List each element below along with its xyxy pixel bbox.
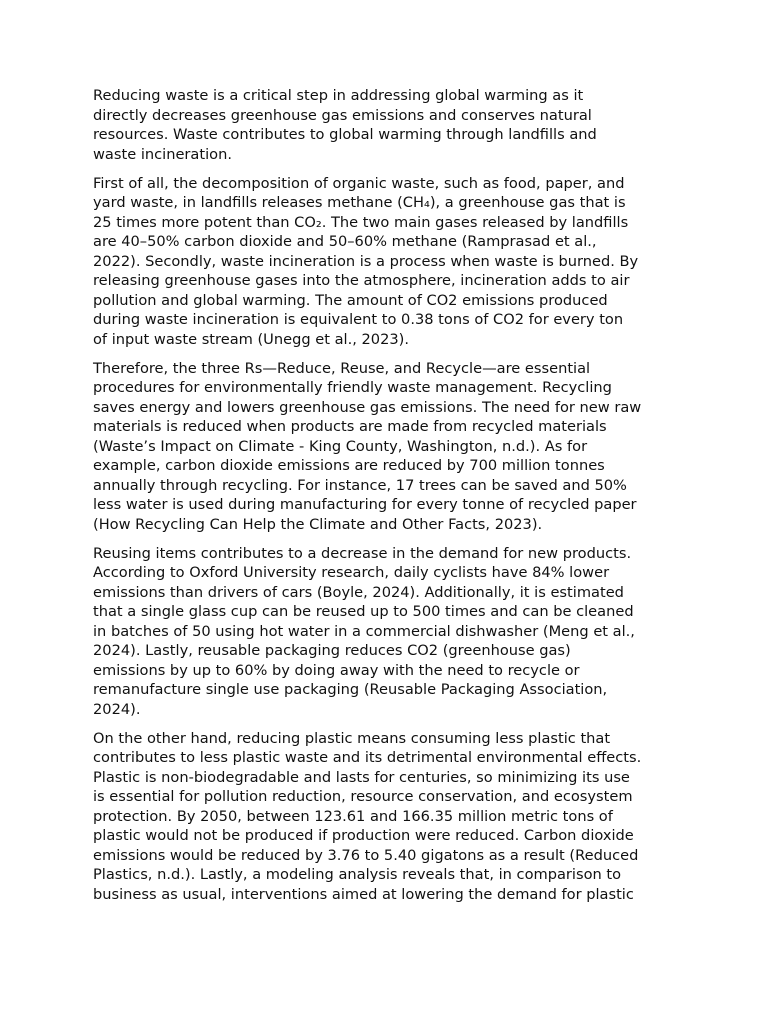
text-line: First of all, the decomposition of organic waste, such as food, paper, and	[93, 174, 625, 192]
text-line: procedures for environmentally friendly waste management. Recycling	[93, 379, 612, 396]
text-line: saves energy and lowers greenhouse gas emissions. The need for new raw	[93, 398, 642, 416]
text-line: plastic would not be produced if production were reduced. Carbon dioxide	[93, 827, 634, 844]
text-line: is essential for pollution reduction, resource conservation, and ecosystem	[93, 788, 633, 805]
text-line: Reusing items contributes to a decrease in the demand for new products.	[93, 544, 632, 562]
text-line: resources. Waste contributes to global warming through landfills and	[93, 126, 597, 143]
text-line: (Waste’s Impact on Climate - King County, Washington, n.d.). As for	[93, 437, 588, 455]
text-line: that a single glass cup can be reused up to 500 times and can be cleaned	[93, 603, 634, 620]
text-line: less water is used during manufacturing for every tonne of recycled paper	[93, 496, 637, 513]
text-line: (How Recycling Can Help the Climate and Other Facts, 2023).	[93, 515, 543, 533]
text-line: yard waste, in landfills releases methane (CH₄), a greenhouse gas that is	[93, 194, 626, 211]
text-line: Therefore, the three Rs—Reduce, Reuse, and Recycle—are essential	[93, 359, 591, 377]
paragraph-landfills	[93, 174, 683, 350]
text-line: Plastics, n.d.). Lastly, a modeling analysis reveals that, in comparison to	[93, 866, 622, 883]
text-line: emissions than drivers of cars (Boyle, 2024). Additionally, it is estimated	[93, 583, 624, 601]
text-line: protection. By 2050, between 123.61 and 166.35 million metric tons of	[93, 807, 613, 825]
text-line: 25 times more potent than CO₂. The two main gases released by landfills	[93, 213, 629, 231]
text-line: remanufacture single use packaging (Reusable Packaging Association,	[93, 681, 608, 698]
text-line: On the other hand, reducing plastic means consuming less plastic that	[93, 729, 611, 747]
text-line: Reducing waste is a critical step in addressing global warming as it	[93, 87, 584, 104]
text-line: 2022). Secondly, waste incineration is a process when waste is burned. By	[93, 252, 639, 270]
text-line: Plastic is non-biodegradable and lasts for centuries, so minimizing its use	[93, 768, 630, 786]
text-line: of input waste stream (Unegg et al., 2023).	[93, 330, 409, 348]
text-line: releasing greenhouse gases into the atmosphere, incineration adds to air	[93, 272, 630, 289]
text-line: in batches of 50 using hot water in a commercial dishwasher (Meng et al.,	[93, 622, 635, 640]
text-line: 2024).	[93, 700, 141, 718]
text-line: annually through recycling. For instance, 17 trees can be saved and 50%	[93, 476, 627, 494]
paragraph-reducing-plastic	[93, 729, 683, 905]
text-line: According to Oxford University research, daily cyclists have 84% lower	[93, 564, 610, 581]
text-line: materials is reduced when products are made from recycled materials	[93, 418, 607, 435]
text-line: contributes to less plastic waste and its detrimental environmental effects.	[93, 749, 642, 766]
text-line: 2024). Lastly, reusable packaging reduces CO2 (greenhouse gas)	[93, 642, 571, 659]
paragraph-intro	[93, 86, 683, 164]
text-line: emissions by up to 60% by doing away with the need to recycle or	[93, 661, 580, 679]
text-line: emissions would be reduced by 3.76 to 5.40 gigatons as a result (Reduced	[93, 846, 639, 864]
document-page	[93, 86, 683, 914]
text-line: waste incineration.	[93, 145, 232, 163]
text-line: pollution and global warming. The amount of CO2 emissions produced	[93, 291, 608, 309]
paragraph-reusing	[93, 544, 683, 720]
text-line: example, carbon dioxide emissions are reduced by 700 million tonnes	[93, 457, 605, 474]
text-line: directly decreases greenhouse gas emissions and conserves natural	[93, 106, 592, 124]
text-line: business as usual, interventions aimed at lowering the demand for plastic	[93, 885, 634, 903]
text-line: during waste incineration is equivalent to 0.38 tons of CO2 for every ton	[93, 311, 624, 328]
paragraph-recycling	[93, 359, 683, 535]
text-line: are 40–50% carbon dioxide and 50–60% methane (Ramprasad et al.,	[93, 233, 597, 250]
